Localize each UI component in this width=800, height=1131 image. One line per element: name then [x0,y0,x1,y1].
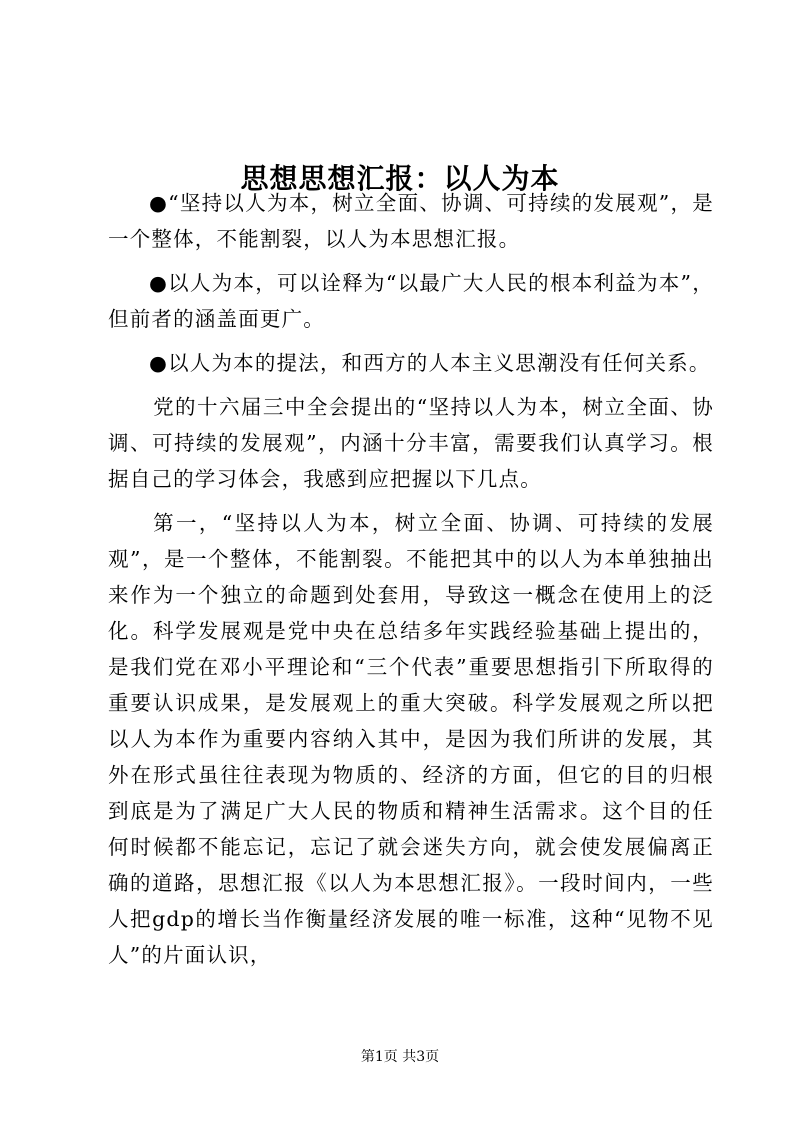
paragraph-intro: 党的十六届三中全会提出的“坚持以人为本，树立全面、协调、可持续的发展观”，内涵十分丰富，需要我们认真学习。根据自己的学习体会，我感到应把握以下几点。 [108,395,714,491]
paragraph-bullet-1: ●“坚持以人为本，树立全面、协调、可持续的发展观”，是一个整体，不能割裂，以人为本思想汇报。 [108,191,714,251]
page-footer: 第1页 共3页 [360,1049,440,1065]
paragraph-bullet-3: ●以人为本的提法，和西方的人本主义思潮没有任何关系。 [149,351,711,375]
paragraph-bullet-2: ●以人为本，可以诠释为“以最广大人民的根本利益为本”，但前者的涵盖面更广。 [108,271,714,331]
document-title: 思想思想汇报：以人为本 [240,161,560,195]
document-body [108,185,714,981]
paragraph-first-point: 第一，“坚持以人为本，树立全面、协调、可持续的发展观”，是一个整体，不能割裂。不能把其中的以人为本单独抽出来作为一个独立的命题到处套用，导致这一概念在使用上的泛化。科学发展观是党中央在总结多年实践经验基础上提出的，是我们党在邓小平理论和“三个代表”重要思想指引下所取得的重要认识成果，是发展观上的重大突破。科学发展观之所以把以人为本作为重要内容纳入其中，是因为我们所讲的发展，其外在形式虽往往表现为物质的、经济的方面，但它的目的归根到底是为了满足广大人民的物质和精神生活需求。这个目的任何时候都不能忘记，忘记了就会迷失方向，就会使发展偏离正确的道路，思想汇报《以人为本思想汇报》。一段时间内，一些人把gdp的增长当作衡量经济发展的唯一标准，这种“见物不见人”的片面认识， [108,511,714,967]
